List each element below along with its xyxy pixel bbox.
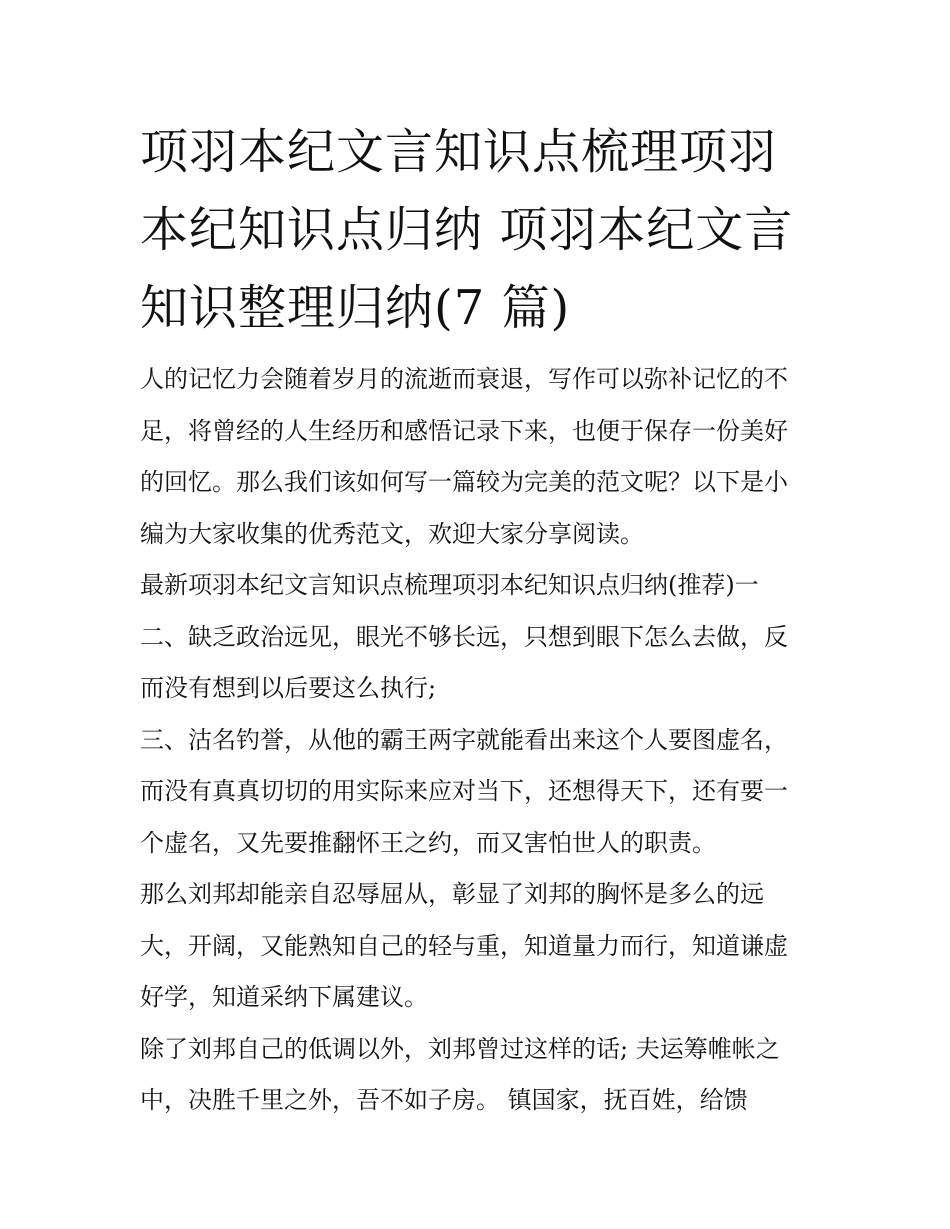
body-line: 除了刘邦自己的低调以外，刘邦曾过这样的话; 夫运筹帷帐之: [140, 1034, 780, 1063]
body-line: 中，决胜千里之外，吾不如子房。 镇国家，抚百姓，给馈: [140, 1086, 748, 1114]
document-body: [140, 354, 820, 1127]
title-line: 本纪知识点归纳 项羽本纪文言: [140, 202, 794, 258]
body-line: 最新项羽本纪文言知识点梳理项羽本纪知识点归纳(推荐)一: [140, 571, 759, 599]
body-line: 二、缺乏政治远见，眼光不够长远，只想到眼下怎么去做，反: [140, 622, 788, 651]
body-line: 的回忆。那么我们该如何写一篇较为完美的范文呢？以下是小: [140, 468, 788, 496]
title-line: 项羽本纪文言知识点梳理项羽: [140, 124, 778, 180]
body-line: 个虚名，又先要推翻怀王之约，而又害怕世人的职责。: [140, 828, 716, 857]
body-line: 三、沽名钓誉，从他的霸王两字就能看出来这个人要图虚名，: [140, 725, 788, 754]
body-line: 而没有想到以后要这么执行;: [140, 674, 437, 702]
body-line: 那么刘邦却能亲自忍辱屈从，彰显了刘邦的胸怀是多么的远: [140, 880, 764, 908]
body-line: 编为大家收集的优秀范文，欢迎大家分享阅读。: [140, 519, 644, 548]
title-line: 知识整理归纳(7 篇): [140, 280, 571, 336]
body-line: 而没有真真切切的用实际来应对当下，还想得天下，还有要一: [140, 777, 788, 805]
body-line: 足，将曾经的人生经历和感悟记录下来，也便于保存一份美好: [140, 416, 788, 445]
body-line: 人的记忆力会随着岁月的流逝而衰退，写作可以弥补记忆的不: [140, 365, 788, 393]
document-title: [140, 113, 820, 347]
body-line: 好学，知道采纳下属建议。: [140, 983, 428, 1011]
body-line: 大，开阔，又能熟知自己的轻与重，知道量力而行，知道谦虚: [140, 931, 788, 960]
